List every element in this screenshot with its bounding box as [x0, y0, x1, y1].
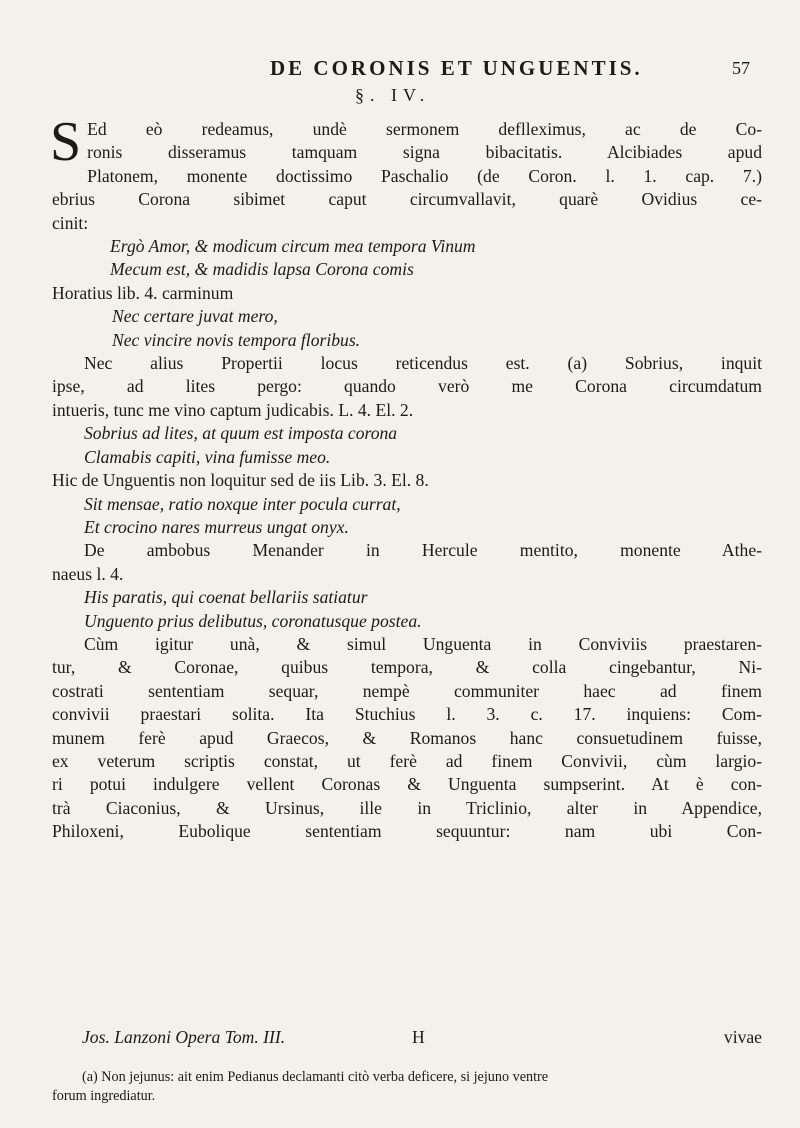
paragraph-6 [52, 633, 762, 844]
printer-signature: Jos. Lanzoni Opera Tom. III. [82, 1027, 286, 1047]
paragraph-5 [52, 539, 762, 586]
signature-line [52, 1027, 762, 1053]
text-line: tur, & Coronae, quibus tempora, & colla cingebantur, Ni- [52, 657, 762, 678]
verse-5 [52, 586, 762, 633]
text-line: Hic de Unguentis non loquitur sed de iis Lib. 3. El. 8. [52, 470, 429, 491]
text-line: munem ferè apud Graecos, & Romanos hanc consuetudinem fuisse, [52, 727, 762, 748]
verse-line: Et crocino nares murreus ungat onyx. [84, 516, 349, 537]
verse-line: Sobrius ad lites, at quum est imposta corona [84, 423, 398, 444]
text-line: Horatius lib. 4. carminum [52, 282, 234, 303]
text-line: cinit: [52, 212, 89, 233]
text-line: Platonem, monente doctissimo Paschalio (de Coron. l. 1. cap. 7.) [87, 165, 762, 186]
text-line: ipse, ad lites pergo: quando verò me Corona circumdatum [52, 376, 762, 397]
footnote-line: forum ingrediatur. [52, 1088, 156, 1104]
text-line: naeus l. 4. [52, 563, 124, 584]
page-number: 57 [732, 58, 750, 78]
verse-2 [52, 305, 762, 352]
text-line: ex veterum scriptis constat, ut ferè ad finem Convivii, cùm largio- [52, 750, 762, 771]
text-line: ri potui indulgere vellent Coronas & Unguenta sumpserint. At è con- [52, 774, 762, 795]
footnote-line: (a) Non jejunus: ait enim Pedianus declamanti citò verba deficere, si jejuno ventre [82, 1069, 549, 1085]
text-line: Philoxeni, Eubolique sententiam sequuntur: nam ubi Con- [52, 821, 762, 842]
text-line: intueris, tunc me vino captum judicabis. L. 4. El. 2. [52, 399, 414, 420]
verse-line: His paratis, qui coenat bellariis satiatur [84, 587, 368, 608]
verse-4 [52, 493, 762, 540]
verse-line: Unguento prius delibutus, coronatusque postea. [84, 610, 422, 631]
text-line: Ed eò redeamus, undè sermonem deflleximus, ac de Co- [87, 119, 762, 139]
paragraph-2 [52, 282, 762, 305]
verse-line: Nec certare juvat mero, [112, 306, 278, 327]
text-line: costrati sententiam sequar, nempè communiter haec ad finem [52, 680, 762, 701]
running-title: DE CORONIS ET UNGUENTIS. [270, 56, 643, 80]
verse-line: Clamabis capiti, vina fumisse meo. [84, 446, 331, 467]
text-line: trà Ciaconius, & Ursinus, ille in Triclinio, alter in Appendice, [52, 797, 762, 818]
text-line: De ambobus Menander in Hercule mentito, monente Athe- [84, 540, 762, 561]
paragraph-1 [50, 111, 762, 235]
verse-3 [52, 422, 762, 469]
text-line: Nec alius Propertii locus reticendus est. (a) Sobrius, inquit [84, 353, 762, 374]
catchword: vivae [723, 1027, 762, 1047]
section-number: §. IV. [355, 85, 431, 105]
verse-line: Nec vincire novis tempora floribus. [112, 329, 361, 350]
paragraph-3 [52, 352, 762, 422]
main-text [50, 111, 762, 844]
drop-cap: S [50, 111, 82, 173]
footnote [52, 1068, 762, 1106]
verse-line: Ergò Amor, & modicum circum mea tempora Vinum [110, 236, 476, 257]
verse-line: Mecum est, & madidis lapsa Corona comis [110, 259, 414, 280]
signature-mark: H [412, 1027, 425, 1047]
paragraph-4 [52, 469, 762, 492]
text-line: ebrius Corona sibimet caput circumvallavit, quarè Ovidius ce- [52, 189, 762, 210]
verse-line: Sit mensae, ratio noxque inter pocula currat, [84, 493, 401, 514]
running-head [0, 56, 800, 86]
text-line: convivii praestari solita. Ita Stuchius l. 3. c. 17. inquiens: Com- [52, 704, 762, 725]
verse-1 [52, 235, 762, 282]
text-line: ronis disseramus tamquam signa bibacitatis. Alcibiades apud [87, 142, 762, 163]
text-line: Cùm igitur unà, & simul Unguenta in Conviviis praestaren- [84, 633, 762, 654]
